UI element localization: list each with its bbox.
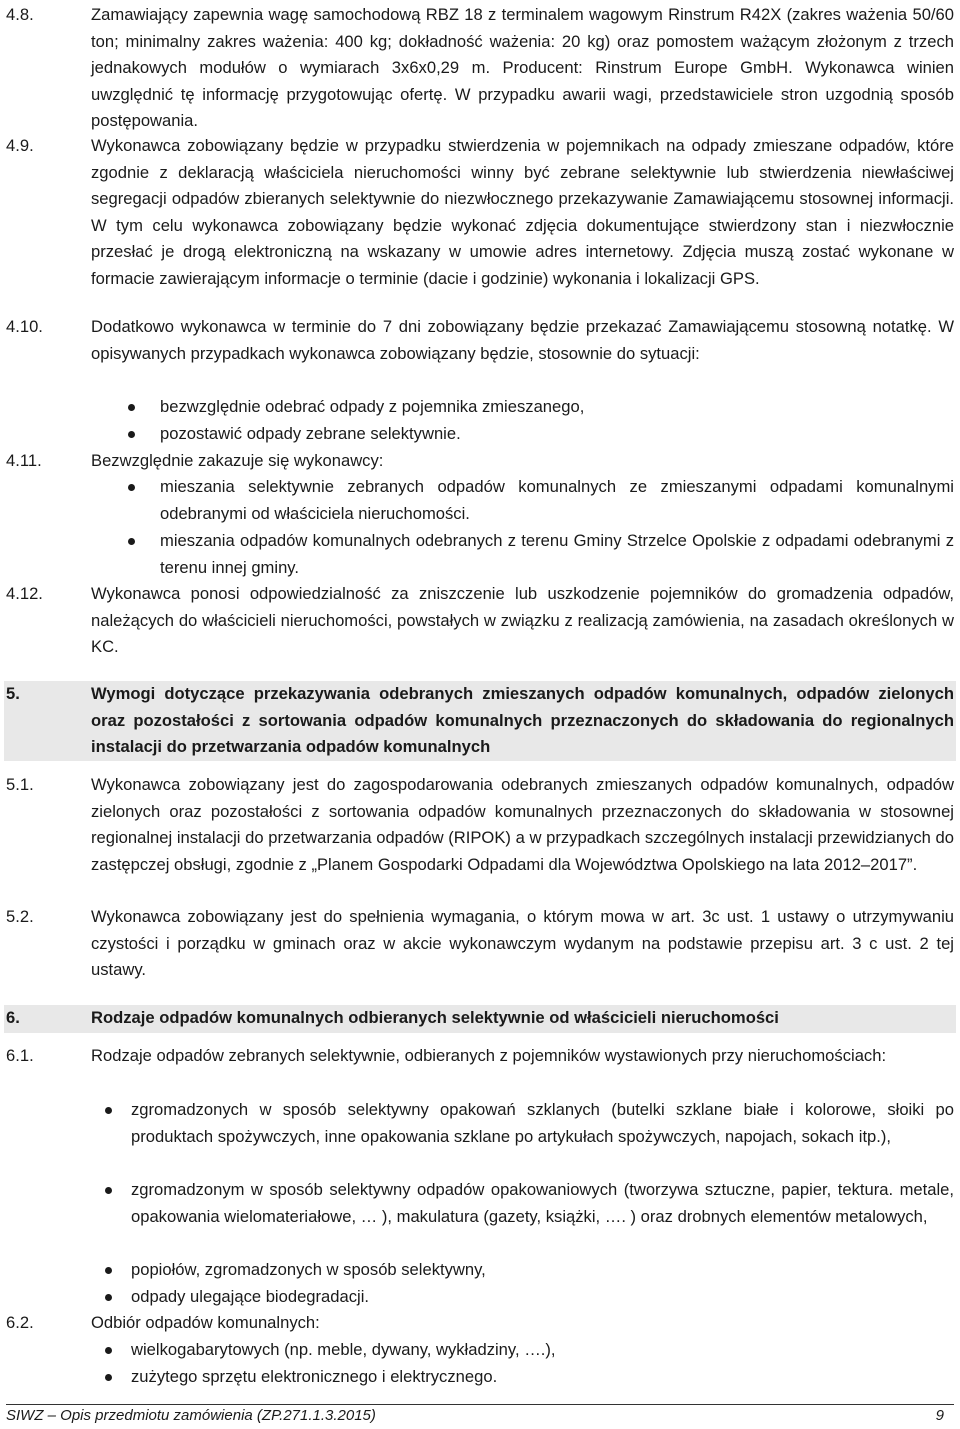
section-title: Wymogi dotyczące przekazywania odebranych zmieszanych odpadów komunalnych, odpadów zielonych oraz pozostałości z sortowania odpadów komunalnych przeznaczonych do składowania do regionalnych instalacji do przetwarzania odpadów komunalnych (91, 684, 954, 756)
item-text: Wykonawca zobowiązany będzie w przypadku stwierdzenia w pojemnikach na odpady zmieszane odpadów, które zgodnie z deklaracją właściciela nieruchomości winny być zebrane selektywnie lub stwierdzenia niewłaściwej segregacji odpadów zbieranych selektywnie do niezwłocznego przekazywanie Zamawiającemu stosownej informacji. W tym celu wykonawca zobowiązany będzie wykonać zdjęcia dokumentujące stwierdzony stan i niezwłocznie przesłać je drogą elektroniczną na wskazany w umowie adres internetowy. Zdjęcia muszą zostać wykonane w formacie zawierającym informacje o terminie (dacie i godzinie) wykonania i lokalizacji GPS. (91, 136, 954, 288)
item-text: Odbiór odpadów komunalnych: (91, 1313, 320, 1332)
bullet-item: odpady ulegające biodegradacji. (131, 1284, 954, 1311)
list-item (0, 2, 960, 134)
section-title: Rodzaje odpadów komunalnych odbieranych selektywnie od właścicieli nieruchomości (91, 1008, 779, 1027)
item-text: Wykonawca zobowiązany jest do spełnienia wymagania, o którym mowa w art. 3c ust. 1 ustawy o utrzymywaniu czystości i porządku w gminach oraz w akcie wykonawczym wydanym na podstawie przepisu art. 3 c ust. 2 tej ustawy. (91, 907, 954, 979)
list-item (0, 1043, 960, 1097)
section-heading (4, 1005, 956, 1033)
list-item (0, 581, 960, 661)
section-number: 5. (6, 684, 20, 703)
item-number: 5.1. (6, 775, 34, 794)
bullet-item: mieszania odpadów komunalnych odebranych z terenu Gminy Strzelce Opolskie z odpadami odebranymi z terenu innej gminy. (160, 528, 954, 581)
bullet-item: bezwzględnie odebrać odpady z pojemnika zmieszanego, (160, 394, 954, 421)
item-number: 4.10. (6, 317, 43, 336)
bullet-item: zużytego sprzętu elektronicznego i elektrycznego. (131, 1364, 954, 1391)
item-number: 5.2. (6, 907, 34, 926)
bullet-item: zgromadzonym w sposób selektywny odpadów opakowaniowych (tworzywa sztuczne, papier, tektura. metale, opakowania wielomateriałowe, … ), makulatura (gazety, książki, …. ) oraz drobnych elementów metalowych, (131, 1177, 954, 1230)
list-item (0, 1310, 960, 1337)
list-item (0, 314, 960, 394)
item-number: 6.2. (6, 1313, 34, 1332)
list-item (0, 904, 960, 984)
list-item (0, 772, 960, 905)
item-text: Zamawiający zapewnia wagę samochodową RBZ 18 z terminalem wagowym Rinstrum R42X (zakres ważenia 50/60 ton; minimalny zakres ważenia: 400 kg; dokładność ważenia: 20 kg) oraz pomostem ważącym złożonym z trzech jednakowych modułów o wymiarach 3x6x0,29 m. Producent: Rinstrum Europe GmbH. Wykonawca winien uwzględnić tę informację przygotowując ofertę. W przypadku awarii wagi, przedstawiciele stron uzgodnią sposób postępowania. (91, 5, 954, 130)
bullet-item: pozostawić odpady zebrane selektywnie. (160, 421, 954, 448)
item-text: Rodzaje odpadów zebranych selektywnie, odbieranych z pojemników wystawionych przy nieruchomościach: (91, 1046, 887, 1065)
item-text: Wykonawca ponosi odpowiedzialność za zniszczenie lub uszkodzenie pojemników do gromadzenia odpadów, należących do właścicieli nieruchomości, powstałych w związku z realizacją zamówienia, na zasadach określonych w KC. (91, 584, 954, 656)
section-number: 6. (6, 1008, 20, 1027)
item-text: Bezwzględnie zakazuje się wykonawcy: (91, 451, 384, 470)
list-item (0, 133, 960, 313)
item-number: 6.1. (6, 1046, 34, 1065)
page-number: 9 (935, 1407, 944, 1424)
footer-divider (6, 1404, 954, 1405)
section-heading (4, 681, 956, 761)
item-text: Wykonawca zobowiązany jest do zagospodarowania odebranych zmieszanych odpadów komunalnych, odpadów zielonych oraz pozostałości z sortowania odpadów komunalnych przeznaczonych do składowania w stosownej regionalnej instalacji do przetwarzania odpadów (RIPOK) a w przypadkach szczególnych instalacji przewidzianych do zastępczej obsługi, zgodnie z „Planem Gospodarki Odpadami dla Województwa Opolskiego na lata 2012–2017”. (91, 775, 954, 874)
bullet-item: popiołów, zgromadzonych w sposób selektywny, (131, 1257, 954, 1284)
bullet-item: wielkogabarytowych (np. meble, dywany, wykładziny, ….), (131, 1337, 954, 1364)
item-number: 4.9. (6, 136, 34, 155)
bullet-item: mieszania selektywnie zebranych odpadów komunalnych ze zmieszanymi odpadami komunalnymi odebranymi od właściciela nieruchomości. (160, 474, 954, 527)
item-text: Dodatkowo wykonawca w terminie do 7 dni zobowiązany będzie przekazać Zamawiającemu stosowną notatkę. W opisywanych przypadkach wykonawca zobowiązany będzie, stosownie do sytuacji: (91, 317, 954, 363)
page-footer (6, 1406, 944, 1426)
item-number: 4.12. (6, 584, 43, 603)
footer-title: SIWZ – Opis przedmiotu zamówienia (ZP.271.1.3.2015) (6, 1407, 376, 1424)
item-number: 4.8. (6, 5, 34, 24)
item-number: 4.11. (6, 451, 42, 470)
bullet-item: zgromadzonych w sposób selektywny opakowań szklanych (butelki szklane białe i kolorowe, słoiki po produktach spożywczych, inne opakowania szklane po artykułach spożywczych, napojach, sokach itp.), (131, 1097, 954, 1150)
list-item (0, 448, 960, 475)
